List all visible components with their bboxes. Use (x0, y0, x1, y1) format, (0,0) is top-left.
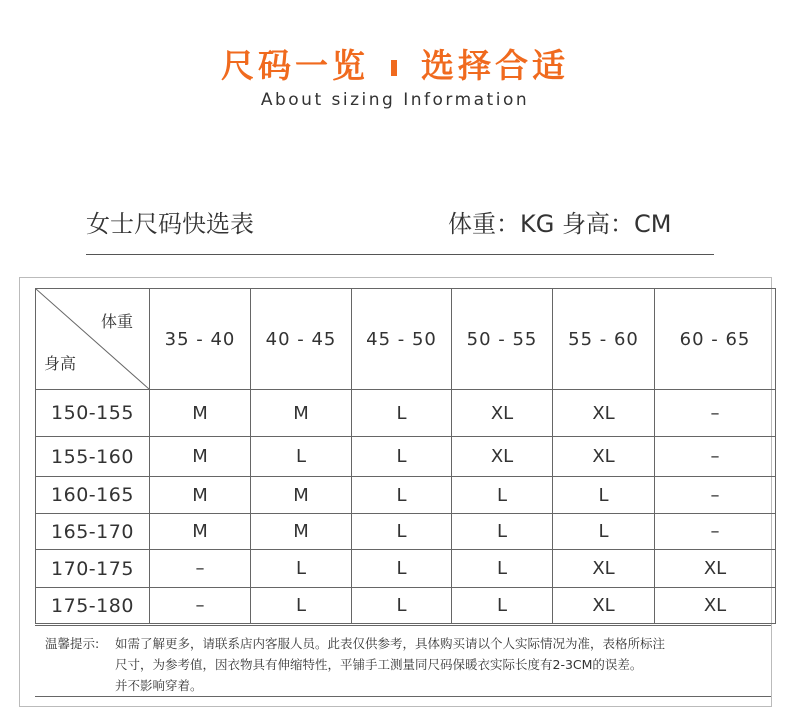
section-divider (86, 254, 714, 255)
size-cell: XL (655, 588, 776, 624)
notes-line: 尺寸，为参考值，因衣物具有伸缩特性，平铺手工测量同尺码保暖衣实际长度有2-3CM的误差。 (115, 657, 643, 672)
size-cell: L (352, 390, 452, 437)
page-subtitle: About sizing Information (260, 90, 530, 110)
corner-cell (36, 289, 150, 390)
size-cell: L (352, 514, 452, 550)
page-title (0, 40, 790, 90)
size-cell: M (150, 437, 251, 477)
corner-height-label: 身高 (44, 354, 77, 373)
weight-column-header: 45 - 50 (352, 289, 452, 390)
title-separator (391, 60, 397, 76)
height-row-header: 160-165 (36, 477, 150, 514)
size-cell: M (150, 477, 251, 514)
size-cell: – (655, 390, 776, 437)
size-cell: M (251, 514, 352, 550)
weight-column-header: 35 - 40 (150, 289, 251, 390)
table-row (36, 514, 776, 550)
weight-column-header: 50 - 55 (452, 289, 553, 390)
weight-column-header: 60 - 65 (655, 289, 776, 390)
height-row-header: 155-160 (36, 437, 150, 477)
size-cell: – (655, 477, 776, 514)
table-header-row (36, 289, 776, 390)
table-row (36, 477, 776, 514)
section-title: 女士尺码快选表 (86, 210, 254, 238)
size-cell: L (352, 477, 452, 514)
size-cell: L (352, 437, 452, 477)
size-table (35, 288, 776, 624)
size-cell: M (150, 514, 251, 550)
weight-column-header: 40 - 45 (251, 289, 352, 390)
table-row (36, 437, 776, 477)
size-cell: L (553, 514, 655, 550)
notes-line: 并不影响穿着。 (115, 678, 203, 693)
size-cell: M (150, 390, 251, 437)
title-right: 选择合适 (421, 46, 569, 85)
size-cell: XL (553, 550, 655, 588)
height-row-header: 175-180 (36, 588, 150, 624)
size-cell: M (251, 477, 352, 514)
notes-box (35, 625, 771, 697)
weight-column-header: 55 - 60 (553, 289, 655, 390)
height-row-header: 170-175 (36, 550, 150, 588)
size-cell: L (352, 550, 452, 588)
size-cell: L (452, 588, 553, 624)
size-cell: XL (655, 550, 776, 588)
size-cell: XL (452, 390, 553, 437)
size-cell: XL (553, 437, 655, 477)
size-cell: L (251, 437, 352, 477)
notes-text (115, 633, 765, 696)
size-cell: M (251, 390, 352, 437)
corner-weight-label: 体重 (100, 312, 133, 331)
height-row-header: 165-170 (36, 514, 150, 550)
size-cell: XL (553, 588, 655, 624)
size-cell: L (452, 477, 553, 514)
table-row (36, 588, 776, 624)
size-cell: L (251, 588, 352, 624)
size-cell: – (150, 550, 251, 588)
size-cell: L (251, 550, 352, 588)
size-cell: XL (452, 437, 553, 477)
size-cell: L (452, 514, 553, 550)
table-row (36, 550, 776, 588)
size-cell: L (352, 588, 452, 624)
size-cell: – (655, 514, 776, 550)
notes-label: 温馨提示: (45, 636, 100, 651)
height-row-header: 150-155 (36, 390, 150, 437)
table-row (36, 390, 776, 437)
size-cell: – (150, 588, 251, 624)
size-cell: XL (553, 390, 655, 437)
size-cell: L (553, 477, 655, 514)
notes-line: 如需了解更多，请联系店内客服人员。此表仅供参考，具体购买请以个人实际情况为准，表格所标注 (115, 636, 666, 651)
corner-diagonal (36, 289, 149, 389)
size-cell: – (655, 437, 776, 477)
title-left: 尺码一览 (221, 46, 369, 85)
section-units: 体重：KG 身高：CM (448, 210, 672, 238)
size-cell: L (452, 550, 553, 588)
